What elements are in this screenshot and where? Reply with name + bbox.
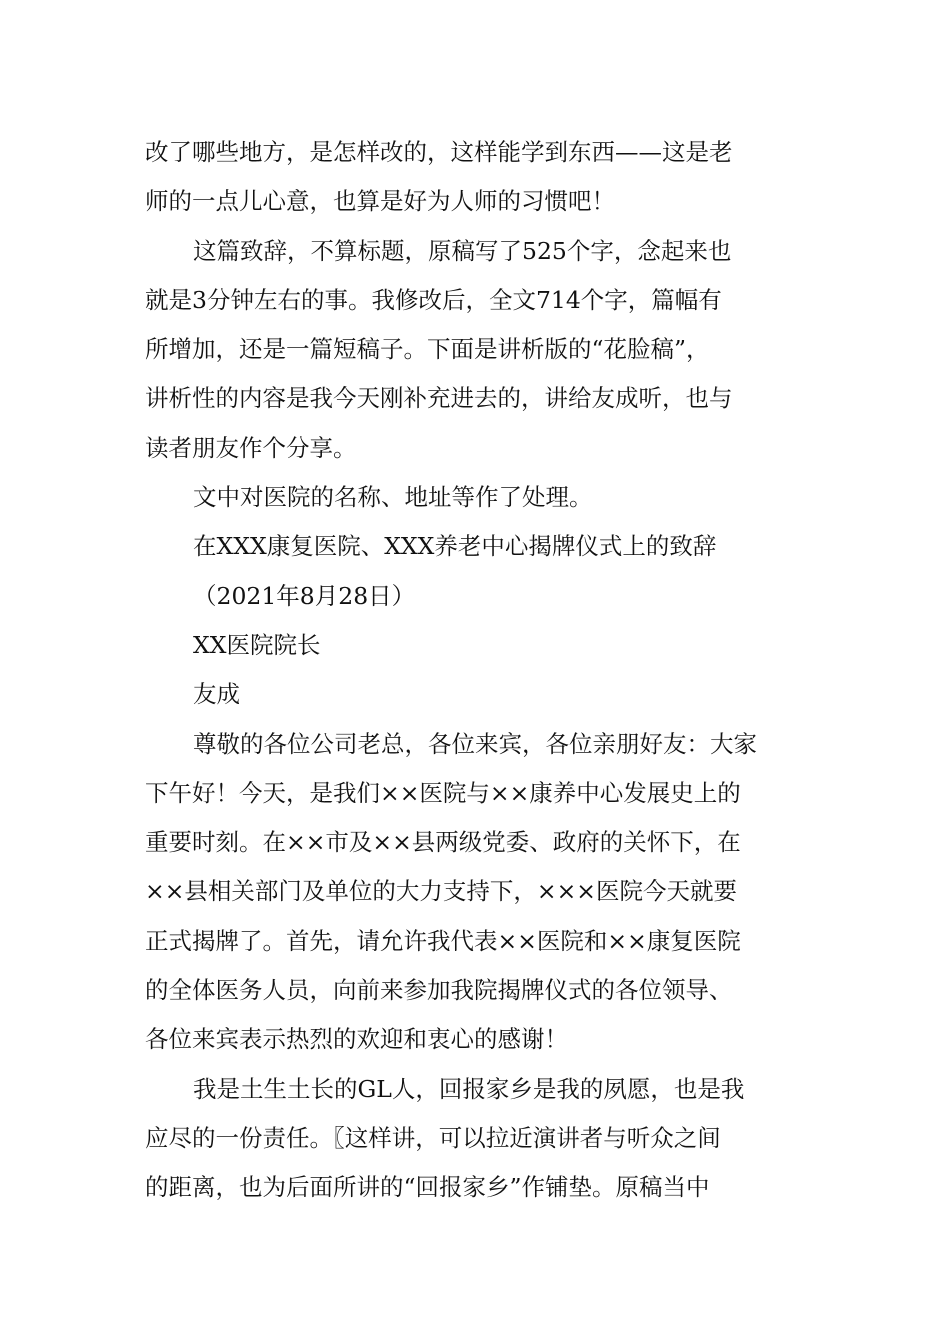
text-line: 就是3分钟左右的事。我修改后，全文714个字，篇幅有 [145, 285, 722, 314]
text-line: 改了哪些地方，是怎样改的，这样能学到东西——这是老 [145, 138, 733, 166]
text-line: 的全体医务人员，向前来参加我院揭牌仪式的各位领导、 [145, 976, 733, 1005]
text-line: 读者朋友作个分享。 [145, 433, 357, 462]
text-line: 下午好！今天，是我们××医院与××康养中心发展史上的 [145, 778, 741, 807]
document-body [145, 128, 810, 1213]
text-line: 正式揭牌了。首先，请允许我代表××医院和××康复医院 [145, 926, 741, 955]
paragraph-start: 尊敬的各位公司老总，各位来宾，各位亲朋好友：大家 [193, 729, 757, 758]
text-line: 所增加，还是一篇短稿子。下面是讲析版的“花脸稿”， [145, 335, 710, 364]
text-line: ××县相关部门及单位的大力支持下，×××医院今天就要 [145, 877, 737, 906]
text-line: 的距离，也为后面所讲的“回报家乡”作铺垫。原稿当中 [145, 1173, 710, 1202]
speaker-position: XX医院院长 [193, 630, 321, 659]
paragraph-start: 这篇致辞，不算标题，原稿写了525个字，念起来也 [193, 236, 732, 265]
text-line: 师的一点儿心意，也算是好为人师的习惯吧！ [145, 187, 615, 216]
paragraph-start: 文中对医院的名称、地址等作了处理。 [193, 483, 593, 512]
speech-title: 在XXX康复医院、XXX养老中心揭牌仪式上的致辞 [193, 532, 717, 561]
text-line: 应尽的一份责任。〖这样讲，可以拉近演讲者与听众之间 [145, 1123, 721, 1152]
speaker-name: 友成 [193, 680, 240, 709]
paragraph-start: 我是土生土长的GL人，回报家乡是我的夙愿，也是我 [193, 1074, 745, 1103]
text-line: 各位来宾表示热烈的欢迎和衷心的感谢！ [145, 1025, 568, 1054]
text-line: 讲析性的内容是我今天刚补充进去的，讲给友成听，也与 [145, 384, 733, 413]
speech-date: （2021年8月28日） [193, 581, 416, 610]
text-line: 重要时刻。在××市及××县两级党委、政府的关怀下，在 [145, 828, 741, 857]
